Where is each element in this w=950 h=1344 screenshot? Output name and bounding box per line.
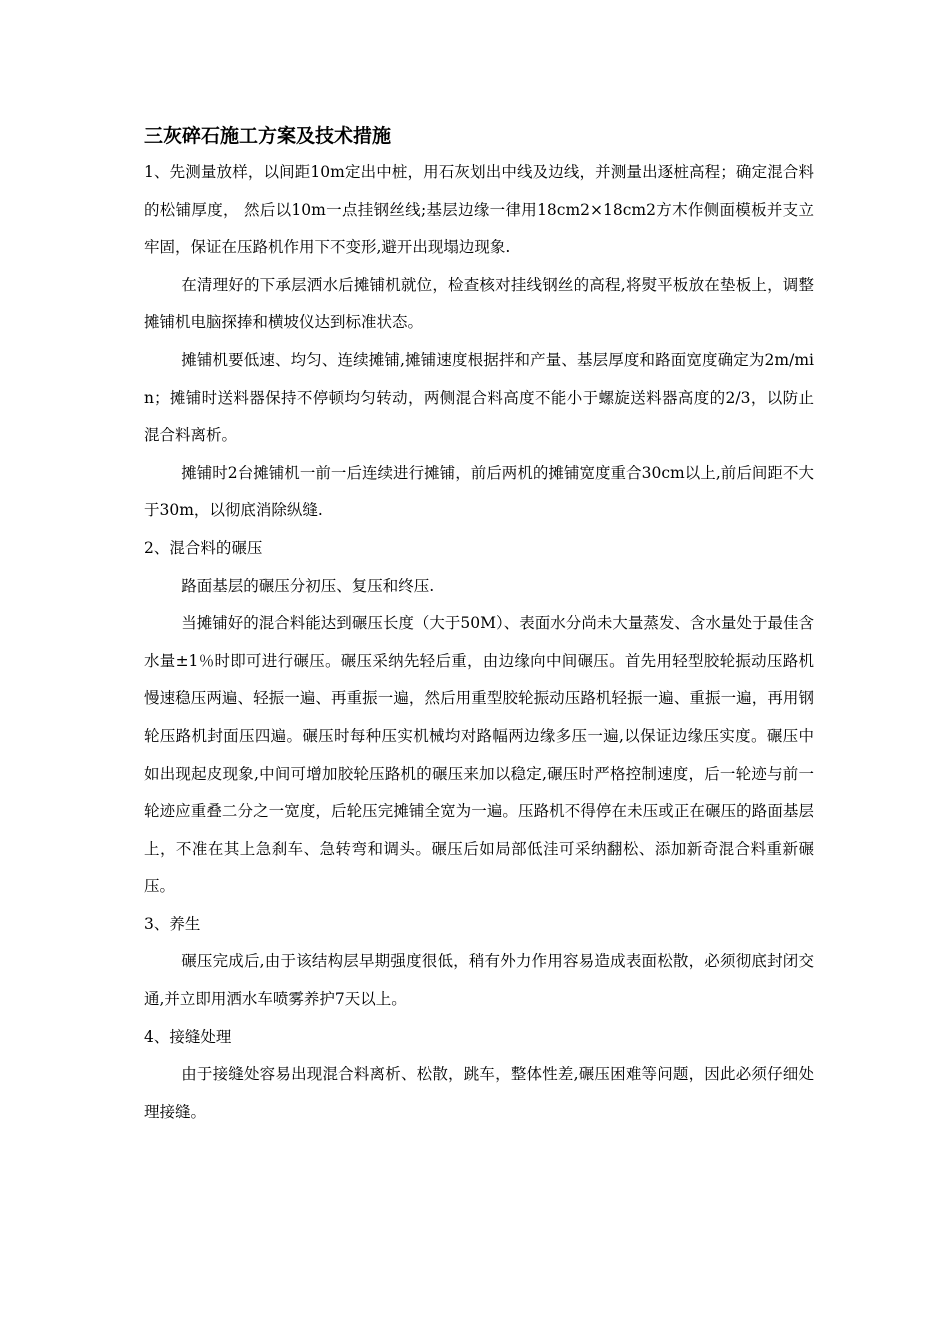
paragraph-paving-speed: 摊铺机要低速、均匀、连续摊铺,摊铺速度根据拌和产量、基层厚度和路面宽度确定为2m/min；摊铺时送料器保持不停顿均匀转动，两侧混合料高度不能小于螺旋送料器高度的2/3，以防止混合料离析。 [144,350,814,445]
document-page [144,118,814,1131]
paragraph-compaction-stages: 路面基层的碾压分初压、复压和终压. [181,576,435,595]
paragraph-curing: 碾压完成后,由于该结构层早期强度很低，稍有外力作用容易造成表面松散，必须彻底封闭交通,并立即用洒水车喷雾养护7天以上。 [144,952,814,1009]
paragraph-paver-positioning: 在清理好的下承层洒水后摊铺机就位，检查核对挂线钢丝的高程,将熨平板放在垫板上，调整摊铺机电脑探捧和横坡仪达到标准状态。 [144,275,814,332]
section-heading-curing: 3、养生 [144,914,201,933]
paragraph-survey-layout: 1、先测量放样，以间距10m定出中桩，用石灰划出中线及边线，并测量出逐桩高程；确定混合料的松铺厚度， 然后以10m一点挂钢丝线;基层边缘一律用18cm2×18cm2方木作侧面模板并支立牢固，保证在压路机作用下不变形,避开出现塌边现象. [144,163,814,257]
section-heading-compaction: 2、混合料的碾压 [144,538,263,557]
paragraph-compaction-procedure: 当摊铺好的混合料能达到碾压长度（大于50M）、表面水分尚未大量蒸发、含水量处于最佳含水量±1％时即可进行碾压。碾压采纳先轻后重，由边缘向中间碾压。首先用轻型胶轮振动压路机慢速稳压两遍、轻振一遍、再重振一遍，然后用重型胶轮振动压路机轻振一遍、重振一遍，再用钢轮压路机封面压四遍。碾压时每种压实机械均对路幅两边缘多压一遍,以保证边缘压实度。碾压中如出现起皮现象,中间可增加胶轮压路机的碾压来加以稳定,碾压时严格控制速度，后一轮迹与前一轮迹应重叠二分之一宽度，后轮压完摊铺全宽为一遍。压路机不得停在未压或正在碾压的路面基层上，不准在其上急刹车、急转弯和调头。碾压后如局部低洼可采纳翻松、添加新奇混合料重新碾压。 [144,614,814,896]
document-title: 三灰碎石施工方案及技术措施 [144,125,392,147]
paragraph-joints: 由于接缝处容易出现混合料离析、松散，跳车，整体性差,碾压困难等问题，因此必须仔细处理接缝。 [144,1065,814,1121]
section-heading-joints: 4、接缝处理 [144,1027,232,1046]
paragraph-dual-paver: 摊铺时2台摊铺机一前一后连续进行摊铺，前后两机的摊铺宽度重合30cm以上,前后间距不大于30m，以彻底消除纵缝. [144,463,814,520]
